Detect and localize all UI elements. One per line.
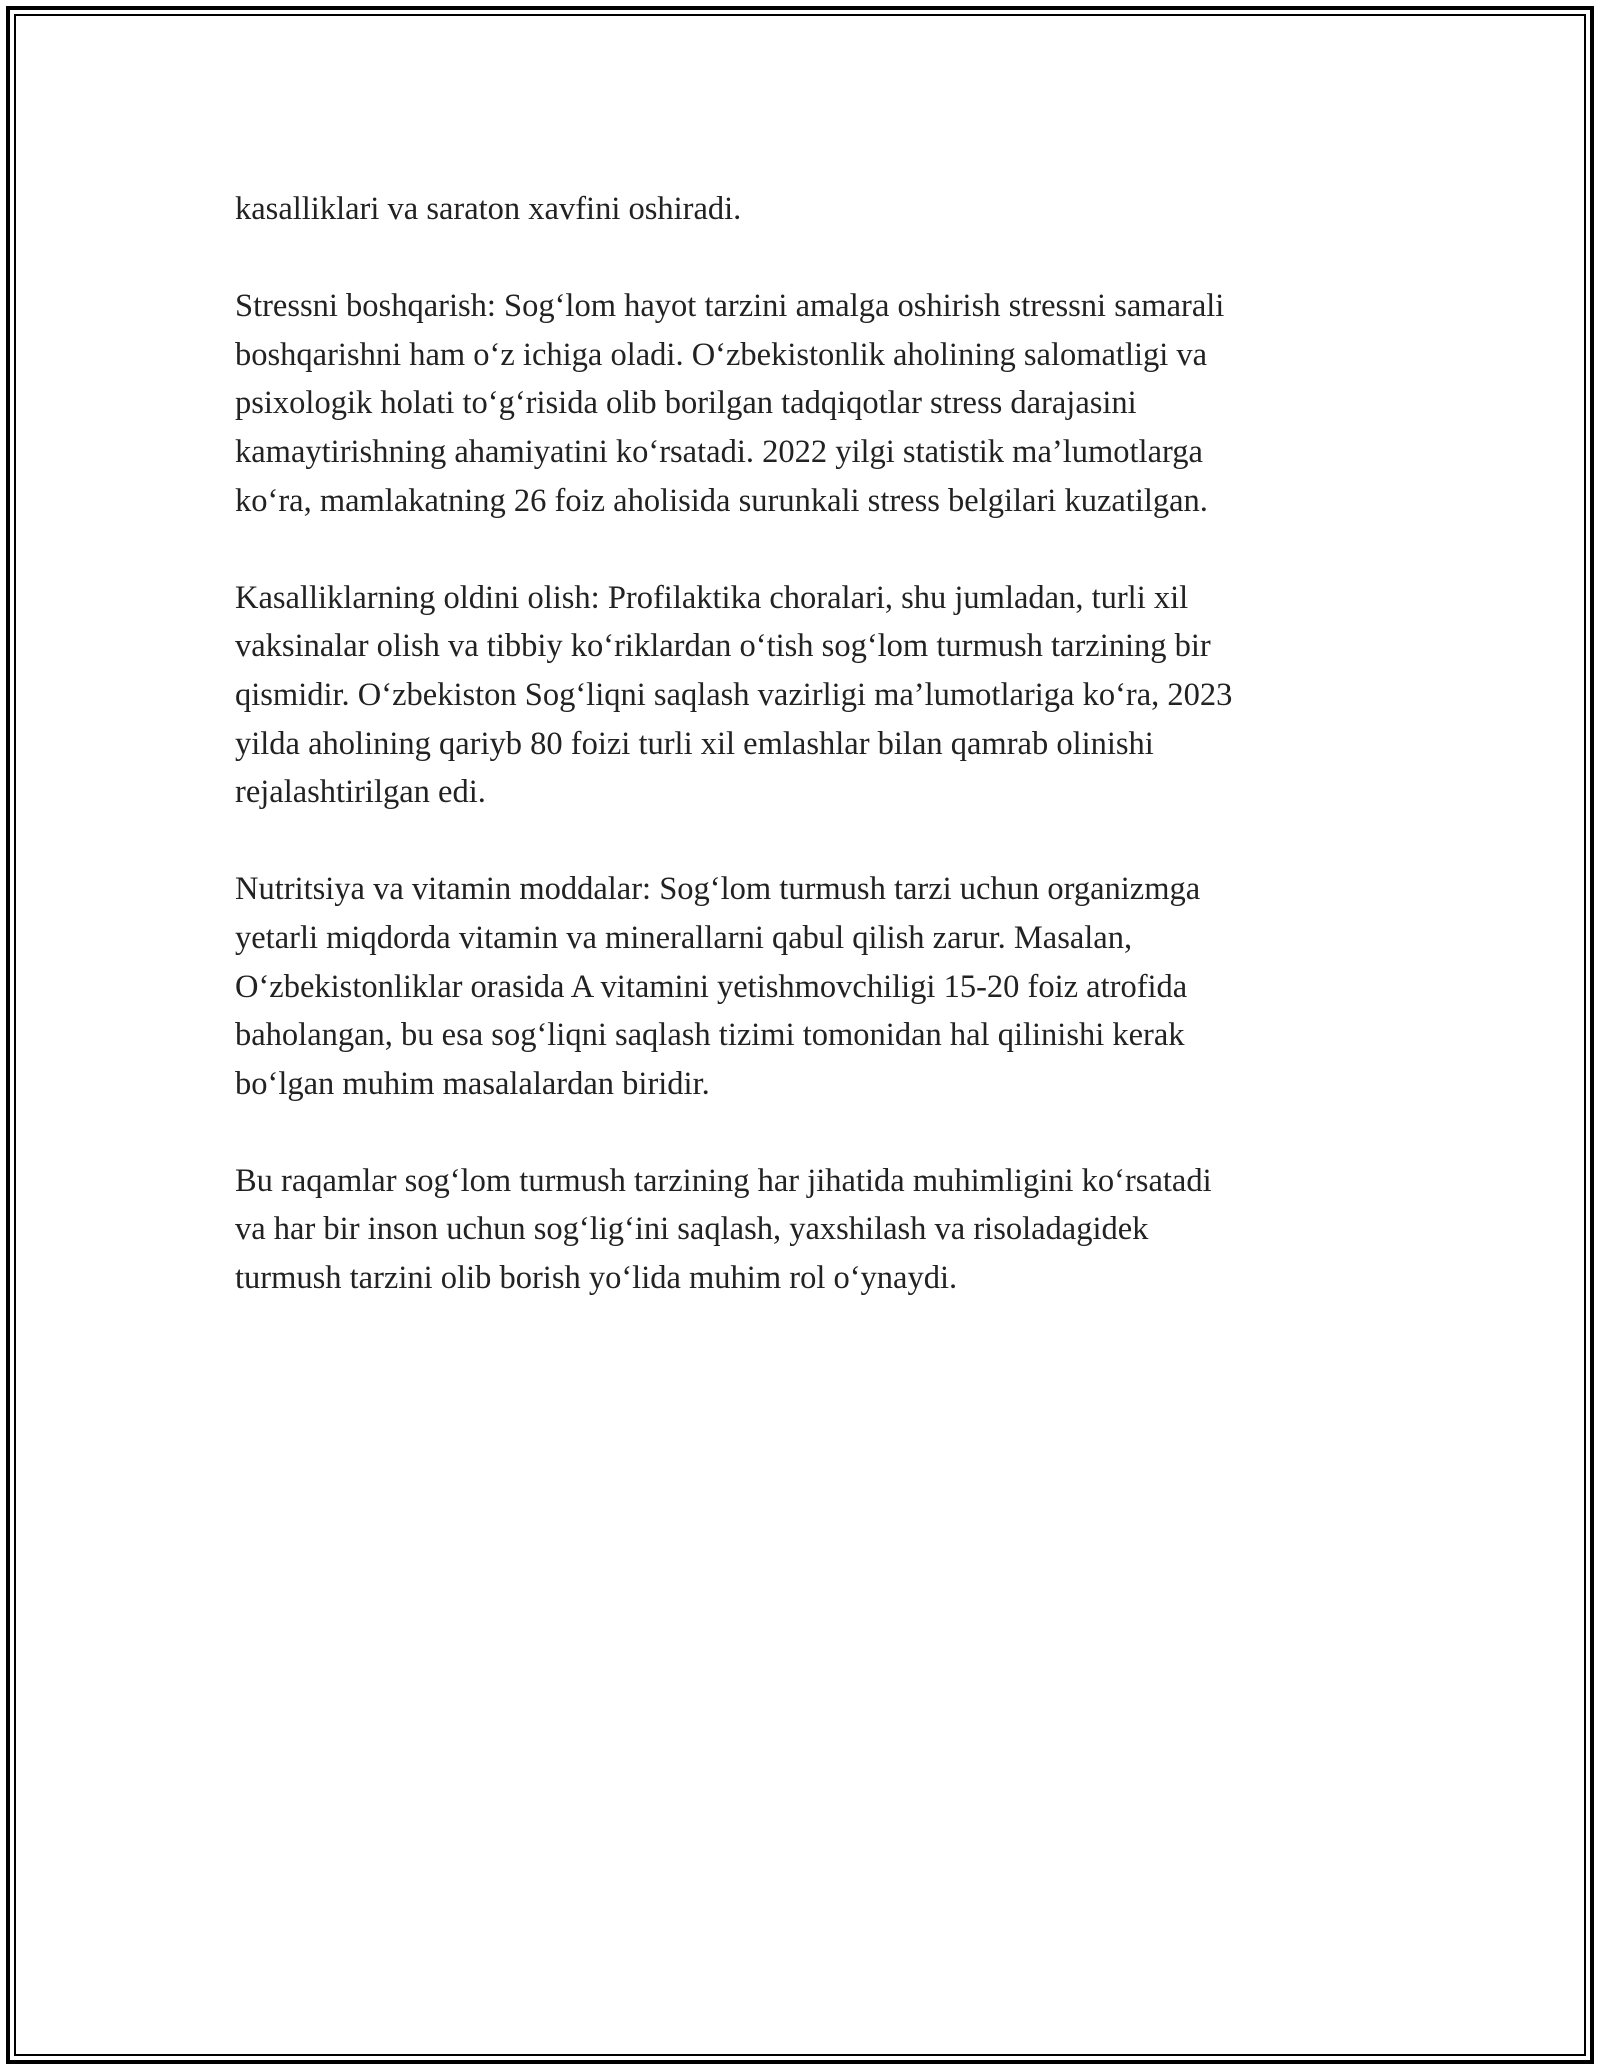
- text-line: psixologik holati to‘g‘risida olib borilgan tadqiqotlar stress darajasini: [235, 385, 1137, 422]
- text-line: baholangan, bu esa sog‘liqni saqlash tizimi tomonidan hal qilinishi kerak: [235, 1017, 1185, 1054]
- paragraph-continuation: [235, 185, 1385, 234]
- paragraph-stress-management: [235, 282, 1385, 525]
- text-line: turmush tarzini olib borish yo‘lida muhim rol o‘ynaydi.: [235, 1260, 958, 1297]
- text-line: Kasalliklarning oldini olish: Profilaktika choralari, shu jumladan, turli xil: [235, 579, 1189, 616]
- text-line: kamaytirishning ahamiyatini ko‘rsatadi. 2022 yilgi statistik ma’lumotlarga: [235, 433, 1203, 470]
- paragraph-nutrition: [235, 865, 1385, 1108]
- text-line: Bu raqamlar sog‘lom turmush tarzining har jihatida muhimligini ko‘rsatadi: [235, 1162, 1212, 1199]
- text-line: qismidir. O‘zbekiston Sog‘liqni saqlash vazirligi ma’lumotlariga ko‘ra, 2023: [235, 676, 1233, 713]
- text-line: yilda aholining qariyb 80 foizi turli xil emlashlar bilan qamrab olinishi: [235, 725, 1154, 762]
- text-line: boshqarishni ham o‘z ichiga oladi. O‘zbekistonlik aholining salomatligi va: [235, 336, 1208, 373]
- text-line: yetarli miqdorda vitamin va minerallarni qabul qilish zarur. Masalan,: [235, 919, 1133, 956]
- text-line: vaksinalar olish va tibbiy ko‘riklardan o‘tish sog‘lom turmush tarzining bir: [235, 628, 1211, 665]
- text-line: rejalashtirilgan edi.: [235, 774, 486, 811]
- paragraph-conclusion: [235, 1157, 1385, 1303]
- document-body: [235, 185, 1385, 1351]
- text-line: Nutritsiya va vitamin moddalar: Sog‘lom turmush tarzi uchun organizmga: [235, 871, 1201, 908]
- paragraph-disease-prevention: [235, 574, 1385, 817]
- text-line: bo‘lgan muhim masalalardan biridir.: [235, 1065, 710, 1102]
- text-line: O‘zbekistonliklar orasida A vitamini yetishmovchiligi 15-20 foiz atrofida: [235, 968, 1188, 1005]
- text-line: kasalliklari va saraton xavfini oshiradi.: [235, 191, 742, 227]
- text-line: ko‘ra, mamlakatning 26 foiz aholisida surunkali stress belgilari kuzatilgan.: [235, 482, 1208, 519]
- text-line: va har bir inson uchun sog‘lig‘ini saqlash, yaxshilash va risoladagidek: [235, 1211, 1149, 1248]
- text-line: Stressni boshqarish: Sog‘lom hayot tarzini amalga oshirish stressni samarali: [235, 288, 1225, 325]
